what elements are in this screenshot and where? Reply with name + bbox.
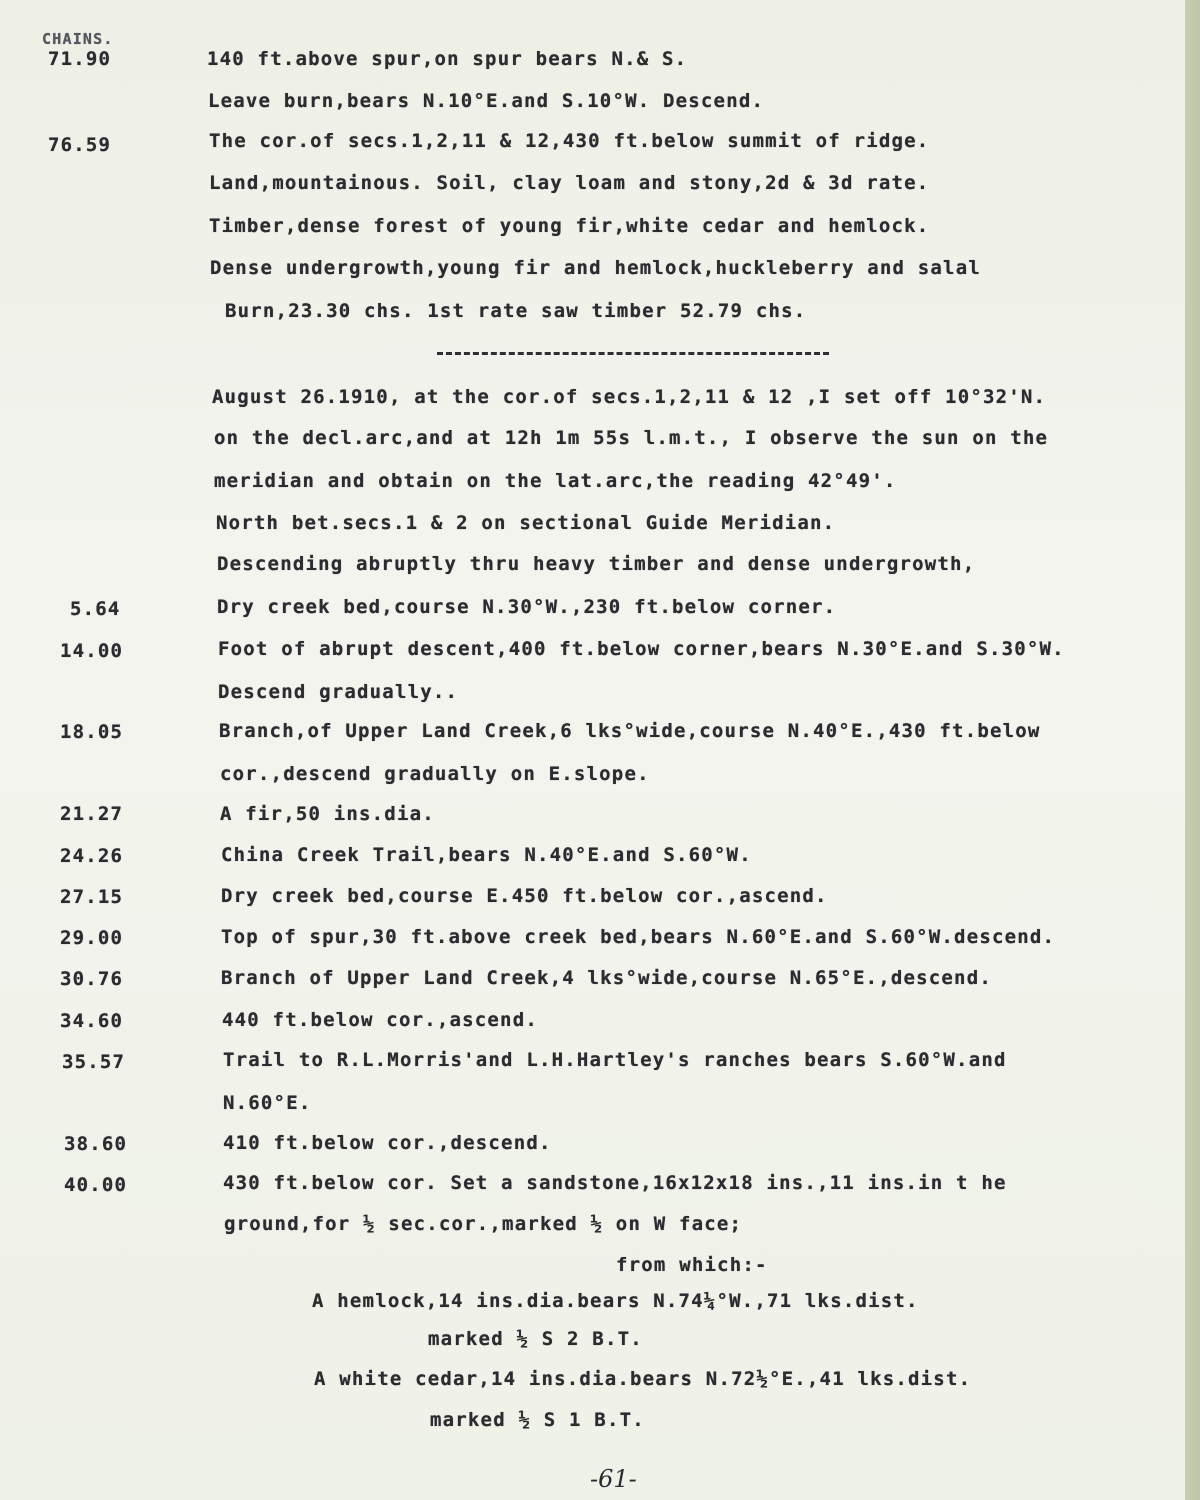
note-line: 440 ft.below cor.,ascend. xyxy=(222,1009,538,1031)
binding-edge xyxy=(1185,0,1200,1500)
note-line: Burn,23.30 chs. 1st rate saw timber 52.79 chs. xyxy=(225,300,807,322)
chain-number: 27.15 xyxy=(60,886,124,908)
note-line: A hemlock,14 ins.dia.bears N.74¼°W.,71 lks.dist. xyxy=(312,1290,919,1312)
note-line: A white cedar,14 ins.dia.bears N.72½°E.,41 lks.dist. xyxy=(314,1368,972,1390)
note-line: ground,for ½ sec.cor.,marked ½ on W face; xyxy=(224,1213,743,1235)
note-line: Branch,of Upper Land Creek,6 lks°wide,course N.40°E.,430 ft.below xyxy=(219,720,1041,742)
column-header-chains: CHAINS. xyxy=(42,30,114,48)
note-line: on the decl.arc,and at 12h 1m 55s l.m.t., I observe the sun on the xyxy=(214,427,1049,449)
note-line: A fir,50 ins.dia. xyxy=(220,803,435,825)
note-line: Dense undergrowth,young fir and hemlock,huckleberry and salal xyxy=(210,257,981,279)
note-line: Branch of Upper Land Creek,4 lks°wide,course N.65°E.,descend. xyxy=(221,967,992,989)
note-line: Dry creek bed,course N.30°W.,230 ft.below corner. xyxy=(217,596,837,618)
chain-number: 24.26 xyxy=(60,845,124,867)
note-line: 410 ft.below cor.,descend. xyxy=(223,1132,552,1154)
chain-number: 76.59 xyxy=(48,134,112,156)
chain-number: 21.27 xyxy=(60,803,124,825)
separator-line xyxy=(437,352,829,355)
chain-number: 5.64 xyxy=(70,598,121,620)
chain-number: 29.00 xyxy=(60,927,124,949)
chain-number: 35.57 xyxy=(62,1051,126,1073)
note-line: August 26.1910, at the cor.of secs.1,2,11 & 12 ,I set off 10°32'N. xyxy=(212,386,1047,408)
chain-number: 30.76 xyxy=(60,968,124,990)
note-line: Timber,dense forest of young fir,white cedar and hemlock. xyxy=(209,215,930,237)
note-line: Trail to R.L.Morris'and L.H.Hartley's ranches bears S.60°W.and xyxy=(223,1049,1007,1071)
note-line: N.60°E. xyxy=(223,1092,312,1114)
note-line: Leave burn,bears N.10°E.and S.10°W. Descend. xyxy=(208,90,765,112)
chain-number: 18.05 xyxy=(60,721,124,743)
note-line: North bet.secs.1 & 2 on sectional Guide Meridian. xyxy=(216,512,836,534)
note-line: Descending abruptly thru heavy timber and dense undergrowth, xyxy=(217,553,976,575)
chain-number: 14.00 xyxy=(60,640,124,662)
note-line: China Creek Trail,bears N.40°E.and S.60°W. xyxy=(221,844,752,866)
note-line: from which:- xyxy=(616,1254,768,1276)
chain-number: 40.00 xyxy=(64,1174,128,1196)
note-line: Descend gradually.. xyxy=(218,681,459,703)
note-line: meridian and obtain on the lat.arc,the reading 42°49'. xyxy=(214,470,897,492)
note-line: cor.,descend gradually on E.slope. xyxy=(220,763,650,785)
chain-number: 34.60 xyxy=(60,1010,124,1032)
note-line: marked ½ S 2 B.T. xyxy=(428,1328,643,1350)
note-line: Top of spur,30 ft.above creek bed,bears N.60°E.and S.60°W.descend. xyxy=(221,926,1056,948)
note-line: 140 ft.above spur,on spur bears N.& S. xyxy=(207,48,688,70)
chain-number: 38.60 xyxy=(64,1133,128,1155)
note-line: Foot of abrupt descent,400 ft.below corner,bears N.30°E.and S.30°W. xyxy=(218,638,1065,660)
page-number: -61- xyxy=(590,1465,637,1493)
note-line: marked ½ S 1 B.T. xyxy=(430,1409,645,1431)
chain-number: 71.90 xyxy=(48,48,112,70)
note-line: 430 ft.below cor. Set a sandstone,16x12x18 ins.,11 ins.in t he xyxy=(223,1172,1007,1194)
note-line: Dry creek bed,course E.450 ft.below cor.,ascend. xyxy=(221,885,828,907)
note-line: Land,mountainous. Soil, clay loam and stony,2d & 3d rate. xyxy=(209,172,930,194)
note-line: The cor.of secs.1,2,11 & 12,430 ft.below summit of ridge. xyxy=(209,130,930,152)
